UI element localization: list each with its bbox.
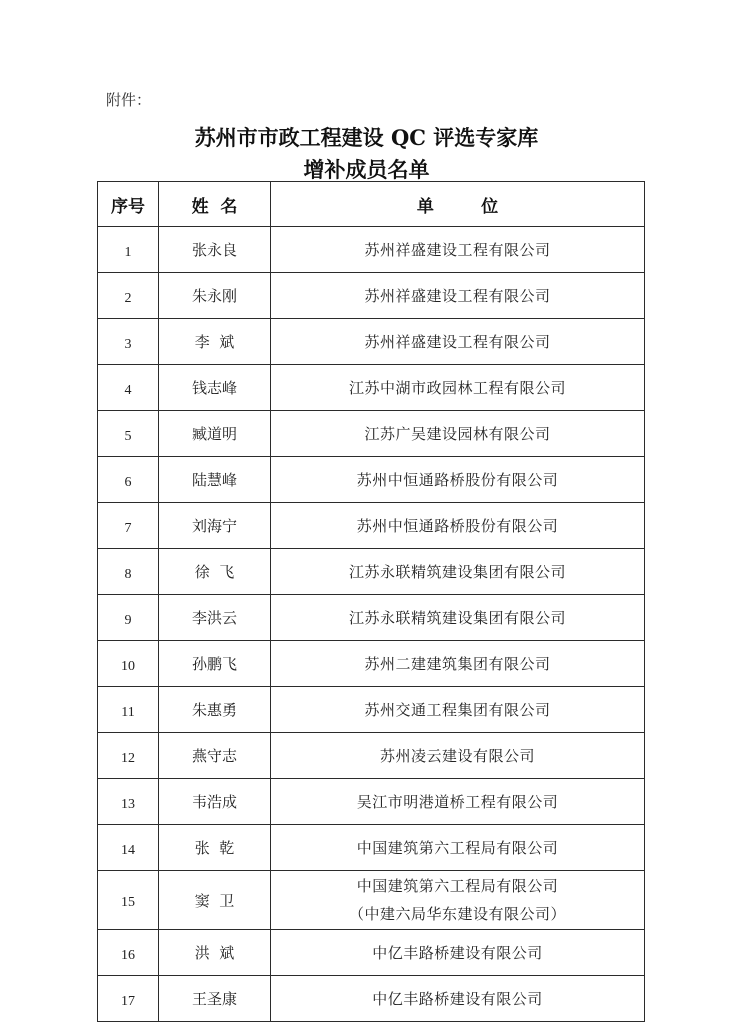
- row-seq: 17: [98, 976, 159, 1022]
- row-unit: 江苏永联精筑建设集团有限公司: [271, 595, 645, 641]
- row-name: 燕守志: [159, 733, 271, 779]
- row-unit: 中亿丰路桥建设有限公司: [271, 930, 645, 976]
- row-seq: 3: [98, 319, 159, 365]
- row-unit: 苏州凌云建设有限公司: [271, 733, 645, 779]
- row-name: 韦浩成: [159, 779, 271, 825]
- row-name: 朱永刚: [159, 273, 271, 319]
- row-seq: 14: [98, 825, 159, 871]
- row-unit: 江苏永联精筑建设集团有限公司: [271, 549, 645, 595]
- row-unit-line2: （中建六局华东建设有限公司）: [348, 905, 566, 923]
- row-unit: 苏州二建建筑集团有限公司: [271, 641, 645, 687]
- table-row: [98, 930, 645, 976]
- row-seq: 4: [98, 365, 159, 411]
- table-row: [98, 641, 645, 687]
- row-unit: 苏州交通工程集团有限公司: [271, 687, 645, 733]
- row-seq: 8: [98, 549, 159, 595]
- member-table: [97, 181, 645, 1022]
- table-row: [98, 227, 645, 273]
- attachment-label: 附件：: [106, 91, 152, 109]
- row-unit: 吴江市明港道桥工程有限公司: [271, 779, 645, 825]
- document-title: 苏州市市政工程建设 QC 评选专家库: [194, 125, 539, 150]
- row-name: 张 乾: [159, 825, 271, 871]
- row-unit: 中国建筑第六工程局有限公司: [271, 825, 645, 871]
- table-row: [98, 503, 645, 549]
- row-name: 朱惠勇: [159, 687, 271, 733]
- row-seq: 2: [98, 273, 159, 319]
- table-row: [98, 733, 645, 779]
- document-subtitle: 增补成员名单: [303, 157, 430, 182]
- table-row: [98, 319, 645, 365]
- table-row: [98, 871, 645, 930]
- row-unit-line1: 中国建筑第六工程局有限公司: [356, 877, 559, 895]
- row-unit: 苏州祥盛建设工程有限公司: [271, 227, 645, 273]
- table-row: [98, 273, 645, 319]
- row-seq: 7: [98, 503, 159, 549]
- row-name: 刘海宁: [159, 503, 271, 549]
- row-unit: 江苏广吴建设园林有限公司: [271, 411, 645, 457]
- row-name: 陆慧峰: [159, 457, 271, 503]
- row-name: 钱志峰: [159, 365, 271, 411]
- table-row: [98, 825, 645, 871]
- row-name: 臧道明: [159, 411, 271, 457]
- table-row: [98, 549, 645, 595]
- row-seq: 11: [98, 687, 159, 733]
- table-row: [98, 365, 645, 411]
- table-row: [98, 457, 645, 503]
- row-seq: 5: [98, 411, 159, 457]
- table-row: [98, 976, 645, 1022]
- row-name: 张永良: [159, 227, 271, 273]
- row-name: 徐 飞: [159, 549, 271, 595]
- table-row: [98, 411, 645, 457]
- header-unit: 单 位: [271, 182, 645, 227]
- row-unit: [271, 871, 645, 930]
- row-name: 王圣康: [159, 976, 271, 1022]
- row-unit: 江苏中湖市政园林工程有限公司: [271, 365, 645, 411]
- row-name: 孙鹏飞: [159, 641, 271, 687]
- row-seq: 1: [98, 227, 159, 273]
- row-name: 洪 斌: [159, 930, 271, 976]
- row-name: 窦 卫: [159, 871, 271, 930]
- row-unit: 苏州祥盛建设工程有限公司: [271, 273, 645, 319]
- table-row: [98, 595, 645, 641]
- row-unit: 苏州中恒通路桥股份有限公司: [271, 457, 645, 503]
- row-unit: 苏州中恒通路桥股份有限公司: [271, 503, 645, 549]
- row-seq: 15: [98, 871, 159, 930]
- table-row: [98, 779, 645, 825]
- row-name: 李 斌: [159, 319, 271, 365]
- row-seq: 13: [98, 779, 159, 825]
- row-seq: 6: [98, 457, 159, 503]
- header-name: 姓 名: [159, 182, 271, 227]
- header-seq: 序号: [98, 182, 159, 227]
- table-header-row: [98, 182, 645, 227]
- row-seq: 16: [98, 930, 159, 976]
- row-unit: 中亿丰路桥建设有限公司: [271, 976, 645, 1022]
- row-unit: 苏州祥盛建设工程有限公司: [271, 319, 645, 365]
- row-seq: 10: [98, 641, 159, 687]
- row-seq: 9: [98, 595, 159, 641]
- row-seq: 12: [98, 733, 159, 779]
- table-row: [98, 687, 645, 733]
- row-name: 李洪云: [159, 595, 271, 641]
